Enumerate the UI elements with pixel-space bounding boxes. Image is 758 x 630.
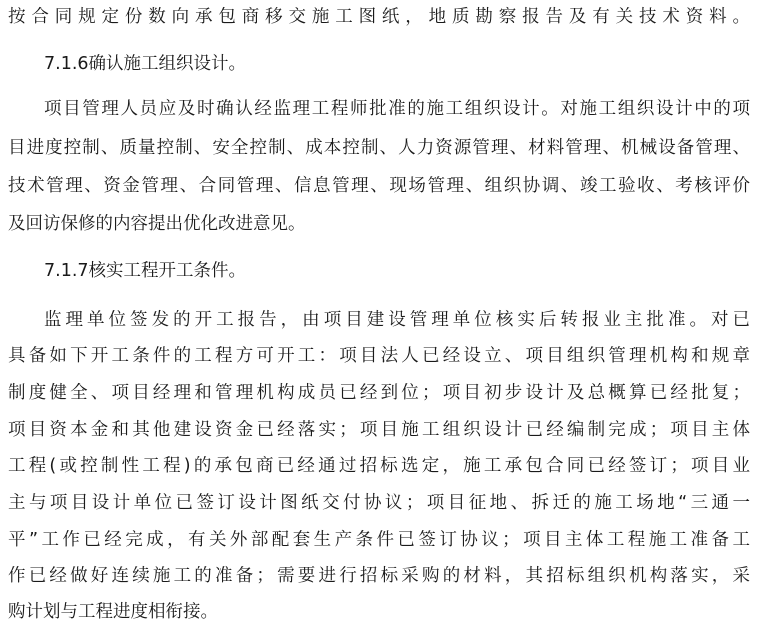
text-line: 技术管理、资金管理、合同管理、信息管理、现场管理、组织协调、竣工验收、考核评价 <box>8 176 750 196</box>
text-line: 工程(或控制性工程)的承包商已经通过招标选定，施工承包合同已经签订；项目业 <box>8 456 750 476</box>
text-line: 目进度控制、质量控制、安全控制、成本控制、人力资源管理、材料管理、机械设备管理、 <box>8 138 750 158</box>
section-heading-7-1-6: 7.1.6确认施工组织设计。 <box>44 54 247 74</box>
text-line: 及回访保修的内容提出优化改进意见。 <box>8 214 306 234</box>
text-line: 作已经做好连续施工的准备；需要进行招标采购的材料，其招标组织机构落实，采 <box>8 566 750 586</box>
text-line: 平”工作已经完成，有关外部配套生产条件已签订协议；项目主体工程施工准备工 <box>8 530 750 550</box>
text-line: 按合同规定份数向承包商移交施工图纸，地质勘察报告及有关技术资料。 <box>8 7 750 27</box>
text-line: 监理单位签发的开工报告，由项目建设管理单位核实后转报业主批准。对已 <box>44 310 750 330</box>
text-line: 主与项目设计单位已签订设计图纸交付协议；项目征地、拆迁的施工场地“三通一 <box>8 493 750 513</box>
section-heading-7-1-7: 7.1.7核实工程开工条件。 <box>44 261 247 281</box>
text-line: 项目管理人员应及时确认经监理工程师批准的施工组织设计。对施工组织设计中的项 <box>44 99 750 119</box>
text-line: 购计划与工程进度相衔接。 <box>8 602 218 622</box>
text-line: 项目资本金和其他建设资金已经落实；项目施工组织设计已经编制完成；项目主体 <box>8 420 750 440</box>
text-line: 具备如下开工条件的工程方可开工：项目法人已经设立、项目组织管理机构和规章 <box>8 346 750 366</box>
text-line: 制度健全、项目经理和管理机构成员已经到位；项目初步设计及总概算已经批复； <box>8 383 750 403</box>
